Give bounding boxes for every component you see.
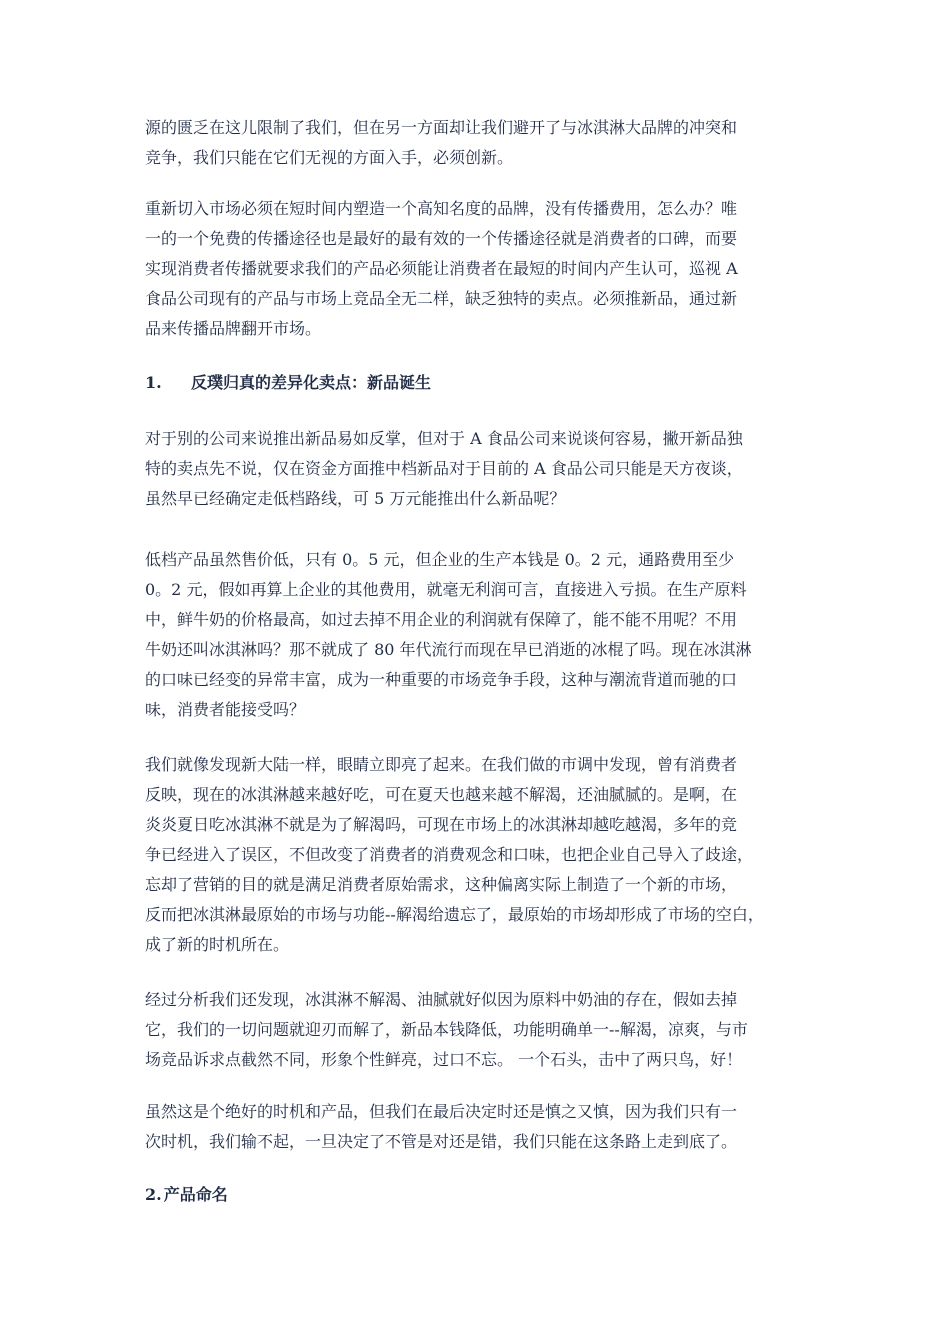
text-line: 争已经进入了误区，不但改变了消费者的消费观念和口味，也把企业自己导入了歧途， — [145, 845, 754, 864]
text-line: 牛奶还叫冰淇淋吗？那不就成了 80 年代流行而现在早已消逝的冰棍了吗。现在冰淇淋 — [145, 640, 752, 659]
text-line: 虽然这是个绝好的时机和产品，但我们在最后决定时还是慎之又慎，因为我们只有一 — [145, 1102, 738, 1121]
text-line: 反而把冰淇淋最原始的市场与功能--解渴给遗忘了，最原始的市场却形成了市场的空白， — [145, 905, 764, 924]
heading-number: 2. — [145, 1185, 162, 1204]
text-line: 次时机，我们输不起，一旦决定了不管是对还是错，我们只能在这条路上走到底了。 — [145, 1132, 738, 1151]
text-line: 我们就像发现新大陆一样，眼睛立即亮了起来。在我们做的市调中发现，曾有消费者 — [145, 755, 738, 774]
text-line: 炎炎夏日吃冰淇淋不就是为了解渴吗，可现在市场上的冰淇淋却越吃越渴，多年的竞 — [145, 815, 738, 834]
paragraph-cream-analysis — [145, 985, 835, 1075]
heading-text: 反璞归真的差异化卖点：新品诞生 — [191, 373, 432, 392]
text-line: 反映，现在的冰淇淋越来越好吃，可在夏天也越来越不解渴，还油腻腻的。是啊，在 — [145, 785, 738, 804]
text-line: 实现消费者传播就要求我们的产品必须能让消费者在最短的时间内产生认可，巡视 A — [145, 259, 738, 278]
section-heading-2 — [145, 1183, 835, 1207]
text-line: 重新切入市场必须在短时间内塑造一个高知名度的品牌，没有传播费用，怎么办？唯 — [145, 199, 738, 218]
text-line: 竞争，我们只能在它们无视的方面入手，必须创新。 — [145, 148, 514, 167]
heading-text: 产品命名 — [163, 1185, 228, 1204]
text-line: 源的匮乏在这儿限制了我们，但在另一方面却让我们避开了与冰淇淋大品牌的冲突和 — [145, 118, 738, 137]
text-line: 它，我们的一切问题就迎刃而解了，新品本钱降低，功能明确单一--解渴，凉爽，与市 — [145, 1020, 748, 1039]
text-line: 味，消费者能接受吗？ — [145, 700, 306, 719]
paragraph-market-discovery — [145, 750, 835, 960]
text-line: 的口味已经变的异常丰富，成为一种重要的市场竞争手段，这种与潮流背道而驰的口 — [145, 670, 738, 689]
paragraph-market-reentry — [145, 194, 835, 344]
text-line: 一的一个免费的传播途径也是最好的最有效的一个传播途径就是消费者的口碑，而要 — [145, 229, 738, 248]
text-line: 品来传播品牌翻开市场。 — [145, 319, 322, 338]
paragraph-low-end-cost — [145, 545, 835, 725]
paragraph-resource-scarcity — [145, 113, 835, 173]
text-line: 0。2 元，假如再算上企业的其他费用，就毫无利润可言，直接进入亏损。在生产原料 — [145, 580, 747, 599]
text-line: 食品公司现有的产品与市场上竞品全无二样，缺乏独特的卖点。必须推新品，通过新 — [145, 289, 738, 308]
text-line: 成了新的时机所在。 — [145, 935, 290, 954]
text-line: 忘却了营销的目的就是满足消费者原始需求，这种偏离实际上制造了一个新的市场， — [145, 875, 738, 894]
paragraph-decision — [145, 1097, 835, 1157]
paragraph-new-product-difficulty — [145, 424, 835, 514]
text-line: 特的卖点先不说，仅在资金方面推中档新品对于目前的 A 食品公司只能是天方夜谈， — [145, 459, 743, 478]
text-line: 中，鲜牛奶的价格最高，如过去掉不用企业的利润就有保障了，能不能不用呢？不用 — [145, 610, 738, 629]
text-line: 场竞品诉求点截然不同，形象个性鲜亮，过口不忘。 一个石头，击中了两只鸟，好！ — [145, 1050, 743, 1069]
text-line: 低档产品虽然售价低，只有 0。5 元，但企业的生产本钱是 0。2 元，通路费用至少 — [145, 550, 735, 569]
text-line: 对于别的公司来说推出新品易如反掌，但对于 A 食品公司来说谈何容易，撇开新品独 — [145, 429, 743, 448]
heading-number: 1. — [145, 373, 162, 392]
text-line: 经过分析我们还发现，冰淇淋不解渴、油腻就好似因为原料中奶油的存在，假如去掉 — [145, 990, 738, 1009]
section-heading-1 — [145, 371, 835, 395]
text-line: 虽然早已经确定走低档路线，可 5 万元能推出什么新品呢？ — [145, 489, 566, 508]
